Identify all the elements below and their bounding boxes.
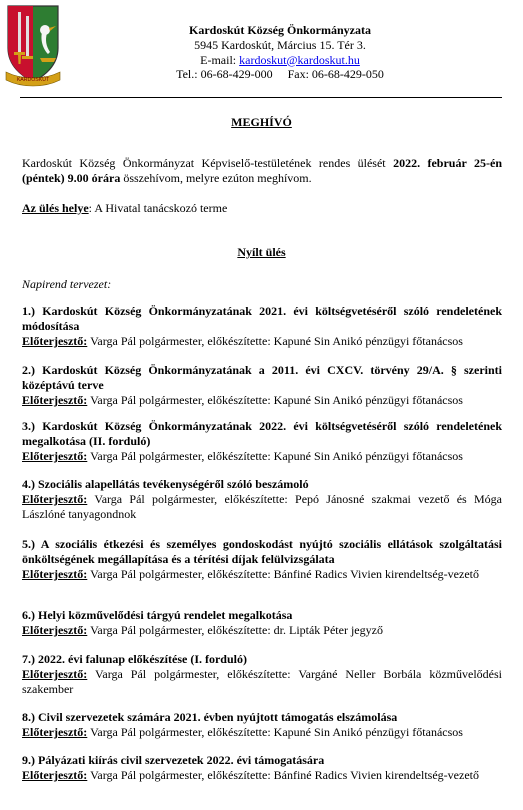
meeting-place <box>22 201 502 216</box>
presenter-label: Előterjesztő: <box>22 393 88 407</box>
agenda-item-presenter <box>22 334 502 349</box>
agenda-item-title: 2.) Kardoskút Község Önkormányzatának a 2011. évi CXCV. törvény 29/A. § szerinti középtávú terve <box>22 363 502 392</box>
intro-paragraph <box>22 156 502 186</box>
agenda-item-title: 8.) Civil szervezetek számára 2021. évben nyújtott támogatás elszámolása <box>22 710 398 724</box>
agenda-label: Napirend tervezet: <box>22 277 112 291</box>
letterhead <box>110 23 450 82</box>
presenter-text: Varga Pál polgármester, előkészítette: Bánfiné Radics Vivien kirendeltség-vezető <box>87 567 479 581</box>
presenter-text: Varga Pál polgármester, előkészítette: Kapuné Sin Anikó pénzügyi főtanácsos <box>87 449 463 463</box>
agenda-item-title: 1.) Kardoskút Község Önkormányzatának 2021. évi költségvetéséről szóló rendeletének módosítása <box>22 304 502 333</box>
agenda-item-title: 4.) Szociális alapellátás tevékenységéről szóló beszámoló <box>22 477 309 491</box>
agenda-item-presenter <box>22 449 502 464</box>
agenda-item-title: 5.) A szociális étkezési és személyes gondoskodást nyújtó szociális ellátások szolgáltatási önköltségének megállapítása és a térítési díjak felülvizsgálata <box>22 537 502 566</box>
agenda-item-presenter <box>22 667 502 697</box>
presenter-text: Varga Pál polgármester, előkészítette: Kapuné Sin Anikó pénzügyi főtanácsos <box>87 725 463 739</box>
agenda-item <box>22 419 502 464</box>
email-line <box>110 53 450 68</box>
coat-of-arms-icon <box>4 2 62 88</box>
agenda-item <box>22 652 502 697</box>
header-divider <box>20 97 502 98</box>
email-link[interactable]: kardoskut@kardoskut.hu <box>239 52 360 67</box>
presenter-text: Varga Pál polgármester, előkészítette: Bánfiné Radics Vivien kirendeltség-vezető <box>87 768 479 782</box>
agenda-item-title: 6.) Helyi közművelődési tárgyú rendelet megalkotása <box>22 608 293 622</box>
agenda-item-title: 9.) Pályázati kiírás civil szervezetek 2022. évi támogatására <box>22 753 325 767</box>
presenter-label: Előterjesztő: <box>22 334 88 348</box>
agenda-item <box>22 363 502 408</box>
document-title: MEGHÍVÓ <box>231 115 292 129</box>
intro-text-1: Kardoskút Község Önkormányzat Képviselő-testületének rendes ülését <box>22 156 394 170</box>
agenda-item-title: 7.) 2022. évi falunap előkészítése (I. forduló) <box>22 652 247 666</box>
presenter-label: Előterjesztő: <box>22 449 88 463</box>
presenter-text: Varga Pál polgármester, előkészítette: Kapuné Sin Anikó pénzügyi főtanácsos <box>87 334 463 348</box>
presenter-label: Előterjesztő: <box>22 768 88 782</box>
agenda-item <box>22 710 502 740</box>
email-label: E-mail: <box>200 52 240 67</box>
agenda-item-presenter <box>22 393 502 408</box>
organization-name: Kardoskút Község Önkormányzata <box>188 23 371 37</box>
presenter-label: Előterjesztő: <box>22 492 88 506</box>
agenda-item-presenter <box>22 623 502 638</box>
agenda-item <box>22 537 502 582</box>
presenter-label: Előterjesztő: <box>22 567 88 581</box>
address: 5945 Kardoskút, Március 15. Tér 3. <box>194 37 366 52</box>
agenda-item <box>22 304 502 349</box>
intro-text-2: összehívom, melyre ezúton meghívom. <box>120 171 312 185</box>
agenda-item-presenter <box>22 725 502 740</box>
presenter-label: Előterjesztő: <box>22 667 88 681</box>
meeting-date: 2022. február 25-én (péntek) 9.00 órára <box>22 156 502 185</box>
presenter-text: Varga Pál polgármester, előkészítette: Pepó Jánosné szakmai vezető és Móga Lászlóné tanyagondnok <box>22 492 502 521</box>
presenter-text: Varga Pál polgármester, előkészítette: Vargáné Neller Borbála közművelődési szakember <box>22 667 502 696</box>
presenter-text: Varga Pál polgármester, előkészítette: Kapuné Sin Anikó pénzügyi főtanácsos <box>87 393 463 407</box>
agenda-item <box>22 608 502 638</box>
session-heading: Nyílt ülés <box>237 245 286 259</box>
phone-fax: Tel.: 06-68-429-000 Fax: 06-68-429-050 <box>176 67 384 82</box>
agenda-item <box>22 753 502 783</box>
agenda-item-presenter <box>22 567 502 582</box>
meeting-place-label: Az ülés helye <box>22 201 89 215</box>
agenda-item-presenter <box>22 768 502 783</box>
presenter-label: Előterjesztő: <box>22 623 88 637</box>
presenter-text: Varga Pál polgármester, előkészítette: dr. Lipták Péter jegyző <box>87 623 383 637</box>
agenda-item-presenter <box>22 492 502 522</box>
presenter-label: Előterjesztő: <box>22 725 88 739</box>
agenda-item-title: 3.) Kardoskút Község Önkormányzatának 2022. évi költségvetéséről szóló rendeletének megalkotása (II. forduló) <box>22 419 502 448</box>
crest-banner-text: KARDOSKÚT <box>16 77 50 83</box>
agenda-item <box>22 477 502 522</box>
meeting-place-value: : A Hivatal tanácskozó terme <box>88 201 228 215</box>
